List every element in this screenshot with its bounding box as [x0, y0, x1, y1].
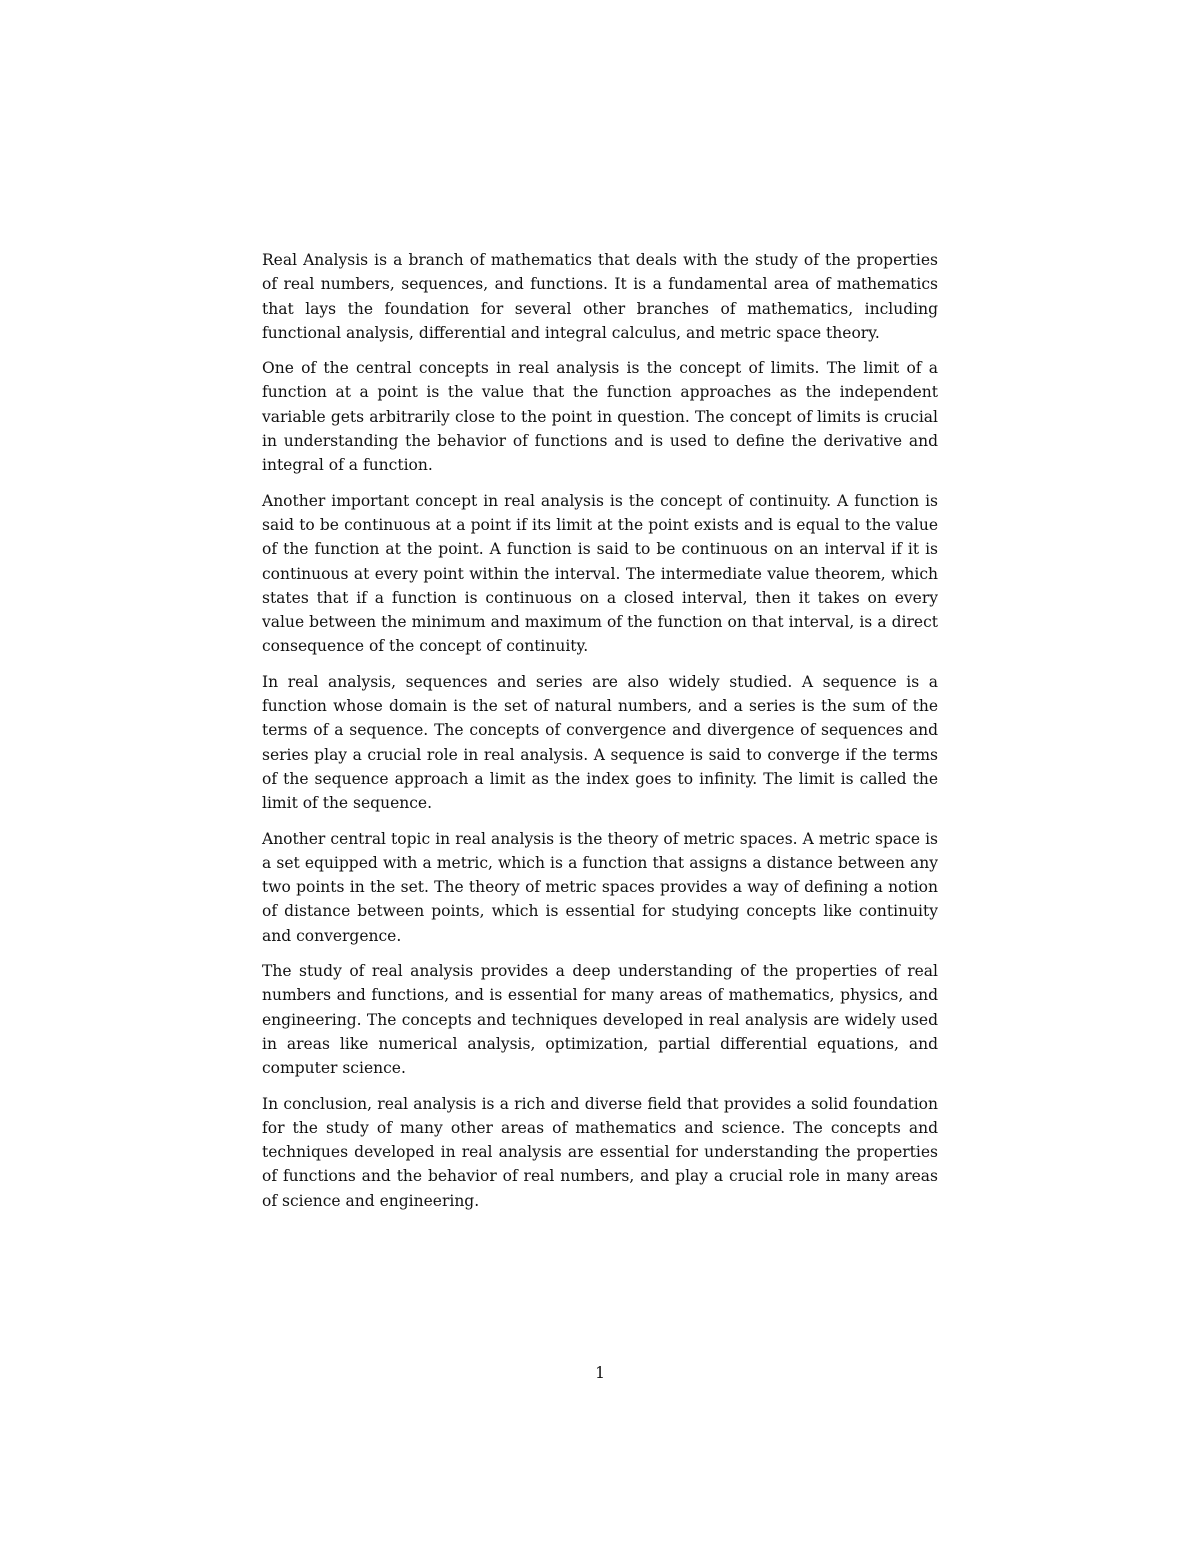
paragraph-limits: One of the central concepts in real analysis is the concept of limits. The limit of a function at a point is the value that the function approaches as the independent variable gets arbitrarily close to the point in question. The concept of limits is crucial in understanding the behavior of functions and is used to define the derivative and integral of a function. [262, 359, 938, 475]
body-text [262, 248, 938, 1224]
paragraph-continuity: Another important concept in real analysis is the concept of continuity. A function is said to be continuous at a point if its limit at the point exists and is equal to the value of the function at the point. A function is said to be continuous on an interval if it is continuous at every point within the interval. The intermediate value theorem, which states that if a function is continuous on a closed interval, then it takes on every value between the minimum and maximum of the function on that interval, is a direct consequence of the concept of continuity. [262, 491, 938, 656]
paragraph-conclusion: In conclusion, real analysis is a rich and diverse field that provides a solid foundation for the study of many other areas of mathematics and science. The concepts and techniques developed in real analysis are essential for understanding the properties of functions and the behavior of real numbers, and play a crucial role in many areas of science and engineering. [262, 1094, 938, 1210]
paragraph-applications: The study of real analysis provides a deep understanding of the properties of real numbers and functions, and is essential for many areas of mathematics, physics, and engineering. The concepts and techniques developed in real analysis are widely used in areas like numerical analysis, optimization, partial differential equations, and computer science. [262, 962, 938, 1078]
paragraph-intro: Real Analysis is a branch of mathematics that deals with the study of the properties of real numbers, sequences, and functions. It is a fundamental area of mathematics that lays the foundation for several other branches of mathematics, including functional analysis, differential and integral calculus, and metric space theory. [262, 251, 938, 342]
paragraph-metric-spaces: Another central topic in real analysis is the theory of metric spaces. A metric space is a set equipped with a metric, which is a function that assigns a distance between any two points in the set. The theory of metric spaces provides a way of defining a notion of distance between points, which is essential for studying concepts like continuity and convergence. [262, 829, 938, 945]
paragraph-sequences: In real analysis, sequences and series are also widely studied. A sequence is a function whose domain is the set of natural numbers, and a series is the sum of the terms of a sequence. The concepts of convergence and divergence of sequences and series play a crucial role in real analysis. A sequence is said to converge if the terms of the sequence approach a limit as the index goes to infinity. The limit is called the limit of the sequence. [262, 672, 938, 813]
page-number: 1 [595, 1364, 605, 1382]
